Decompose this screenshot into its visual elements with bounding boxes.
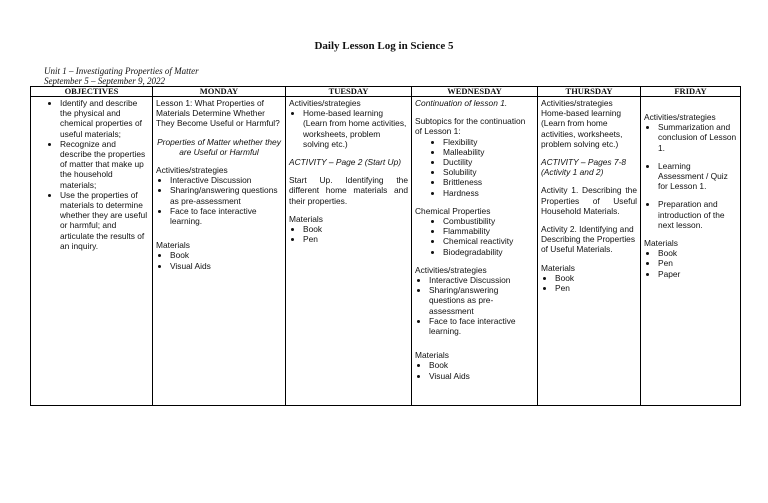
monday-material-item: • Visual Aids — [170, 261, 282, 271]
wednesday-activity-item: • Sharing/answering questions as pre-assessment — [429, 285, 534, 316]
monday-lesson-title: Lesson 1: What Properties of Materials Determine Whether They Become Useful or Harmful? — [156, 98, 280, 129]
monday-subtitle: Properties of Matter whether they are Useful or Harmful — [157, 136, 281, 157]
thursday-activities-label: Activities/strategies — [541, 98, 613, 108]
tuesday-material-item: • Pen — [303, 234, 408, 244]
friday-material-item: • Book — [658, 248, 737, 258]
objective-item: • Identify and describe the physical and chemical properties of useful materials; — [60, 98, 149, 139]
tuesday-material-item: • Book — [303, 224, 408, 234]
wednesday-activities-label: Activities/strategies — [415, 264, 487, 275]
wednesday-cell — [412, 97, 538, 406]
thursday-material-item: • Book — [555, 273, 637, 283]
physical-property-item: • Hardness — [443, 188, 534, 198]
header-tuesday: TUESDAY — [286, 87, 412, 97]
tuesday-activity-desc: Start Up. Identifying the different home materials and their properties. — [289, 175, 408, 206]
wednesday-subtopics-label: Subtopics for the continuation of Lesson 1: — [415, 116, 526, 137]
monday-materials-label: Materials — [156, 240, 190, 251]
physical-property-item: • Flexibility — [443, 137, 534, 147]
thursday-activity-title: ACTIVITY – Pages 7-8 (Activity 1 and 2) — [541, 157, 627, 178]
wednesday-activity-item: • Face to face interactive learning. — [429, 316, 534, 336]
monday-activity-item: • Face to face interactive learning. — [170, 206, 282, 226]
tuesday-activity-item: • Home-based learning (Learn from home activities, worksheets, problem solving etc.) — [303, 108, 408, 149]
monday-activity-item: • Sharing/answering questions as pre-assessment — [170, 185, 282, 205]
physical-property-item: • Ductility — [443, 157, 534, 167]
chemical-property-item: • Flammability — [443, 226, 534, 236]
wednesday-chemical-label: Chemical Properties — [415, 205, 491, 216]
thursday-materials-label: Materials — [541, 262, 575, 273]
wednesday-activity-item: • Interactive Discussion — [429, 275, 534, 285]
monday-cell — [153, 97, 286, 406]
wednesday-material-item: • Visual Aids — [429, 371, 534, 381]
header-wednesday: WEDNESDAY — [412, 87, 538, 97]
friday-material-item: • Pen — [658, 258, 737, 268]
chemical-property-item: • Chemical reactivity — [443, 236, 534, 246]
friday-activity-item: • Learning Assessment / Quiz for Lesson 1. — [658, 161, 737, 192]
thursday-cell — [538, 97, 641, 406]
header-thursday: THURSDAY — [538, 87, 641, 97]
header-monday: MONDAY — [153, 87, 286, 97]
friday-materials-label: Materials — [644, 238, 678, 249]
friday-activities-label: Activities/strategies — [644, 112, 716, 122]
friday-material-item: • Paper — [658, 269, 737, 279]
thursday-activity-1: Activity 1. Describing the Properties of Useful Household Materials. — [541, 185, 637, 216]
header-row — [31, 87, 741, 97]
date-range: September 5 – September 9, 2022 — [44, 76, 165, 86]
thursday-home-learning: Home-based learning (Learn from home activities, worksheets, problem solving etc.) — [541, 108, 623, 149]
wednesday-materials-label: Materials — [415, 350, 449, 361]
monday-activities-label: Activities/strategies — [156, 165, 228, 176]
physical-property-item: • Brittleness — [443, 177, 534, 187]
chemical-property-item: • Combustibility — [443, 216, 534, 226]
tuesday-activity-title: ACTIVITY – Page 2 (Start Up) — [289, 157, 402, 168]
thursday-material-item: • Pen — [555, 283, 637, 293]
unit-title: Unit 1 – Investigating Properties of Matter — [44, 66, 199, 76]
tuesday-activities-label: Activities/strategies — [289, 98, 361, 108]
friday-cell — [641, 97, 741, 406]
objective-item: • Use the properties of materials to determine whether they are useful or harmful; and articulate the results of an inquiry. — [60, 190, 149, 251]
document-title: Daily Lesson Log in Science 5 — [314, 40, 454, 52]
friday-activity-item: • Preparation and introduction of the next lesson. — [658, 199, 737, 230]
objective-item: • Recognize and describe the properties of matter that make up the household materials; — [60, 139, 149, 190]
physical-property-item: • Solubility — [443, 167, 534, 177]
wednesday-material-item: • Book — [429, 360, 534, 370]
wednesday-continuation: Continuation of lesson 1. — [415, 98, 508, 108]
header-objectives: OBJECTIVES — [31, 87, 153, 97]
lesson-log-table — [30, 86, 741, 406]
chemical-property-item: • Biodegradability — [443, 247, 534, 257]
friday-activity-item: • Summarization and conclusion of Lesson 1. — [658, 122, 737, 153]
physical-property-item: • Malleability — [443, 147, 534, 157]
monday-activity-item: • Interactive Discussion — [170, 175, 282, 185]
content-row — [31, 97, 741, 406]
tuesday-materials-label: Materials — [289, 213, 323, 224]
monday-material-item: • Book — [170, 250, 282, 260]
thursday-activity-2: Activity 2. Identifying and Describing the Properties of Useful Materials. — [541, 224, 636, 255]
objectives-cell — [31, 97, 153, 406]
tuesday-cell — [286, 97, 412, 406]
header-friday: FRIDAY — [641, 87, 741, 97]
